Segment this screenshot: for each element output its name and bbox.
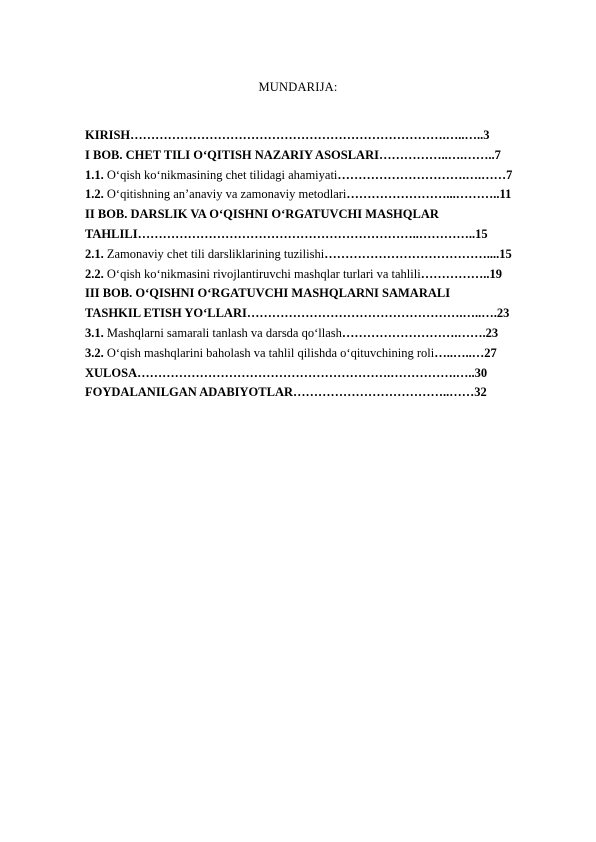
toc-entry — [85, 383, 555, 403]
toc-entry-page: 11 — [499, 187, 512, 202]
toc-entry-number: 1.1. — [85, 167, 104, 182]
toc-entry-title: KIRISH — [85, 128, 131, 142]
toc-entry-leader: ………………………………………………………………….…..….. — [130, 128, 484, 142]
toc-entry-title: TASHKIL ETISH YO‘LLARI — [85, 306, 247, 321]
toc-entry-title: O‘qish ko‘nikmasini rivojlantiruvchi mashqlar turlari va tahlili — [106, 266, 421, 281]
toc-entry — [85, 324, 555, 344]
toc-entry-title: FOYDALANILGAN ADABIYOTLAR — [85, 385, 294, 400]
toc-entry-page: 23 — [496, 306, 510, 321]
toc-entry-leader: ……………………….……. — [341, 325, 486, 340]
toc-entry-number: 2.2. — [85, 266, 104, 281]
toc-entry-leader: …………………………………………………………..………….. — [137, 226, 476, 241]
toc-entry-leader: …………………………………………….…..…. — [246, 306, 497, 321]
toc-entry-leader: ……………..….…….. — [378, 147, 495, 162]
toc-entry-title: I BOB. CHET TILI O‘QITISH NAZARIY ASOSLARI — [85, 147, 379, 162]
toc-entry — [85, 245, 555, 265]
toc-title: MUNDARIJA: — [258, 80, 338, 94]
toc-entry-number: 3.1. — [85, 325, 104, 340]
toc-entry — [85, 166, 555, 186]
toc-entry-title: XULOSA — [85, 365, 138, 380]
toc-entry-page: 27 — [484, 345, 497, 360]
toc-entry-page: 15 — [499, 246, 512, 261]
toc-entry-title: Mashqlarni samarali tanlash va darsda qo‘llash — [106, 325, 342, 340]
table-of-contents — [85, 126, 555, 403]
toc-entry-page: 7 — [506, 167, 513, 182]
toc-entry-leader: …..…..… — [434, 345, 485, 360]
toc-entry-leader: ………………………….….…… — [337, 167, 507, 182]
toc-entry-page: 15 — [475, 226, 488, 241]
toc-entry-page: 30 — [474, 365, 488, 380]
toc-entry — [85, 304, 555, 324]
toc-entry — [85, 364, 555, 384]
toc-entry-page: 32 — [474, 385, 487, 400]
toc-entry — [85, 126, 555, 146]
toc-entry — [85, 205, 555, 225]
toc-entry — [85, 146, 555, 166]
toc-entry-page: 19 — [489, 266, 502, 281]
toc-entry-number: 3.2. — [85, 345, 104, 360]
toc-entry — [85, 284, 555, 304]
toc-entry-leader: …………………………………………………….…………….….. — [137, 365, 475, 380]
toc-entry-title: TAHLILI — [85, 226, 138, 241]
toc-entry-page: 23 — [485, 325, 499, 340]
toc-entry-number: 1.2. — [85, 187, 104, 202]
toc-entry — [85, 265, 555, 285]
toc-entry-title: III BOB. O‘QISHNI O‘RGATUVCHI MASHQLARNI SAMARALI — [85, 286, 451, 301]
toc-entry-title: O‘qish ko‘nikmasining chet tilidagi ahamiyati — [106, 167, 338, 182]
toc-entry-title: Zamonaviy chet tili darsliklarining tuzilishi — [106, 246, 325, 261]
toc-entry-leader: ……………………...……….. — [346, 187, 500, 202]
toc-entry-title: O‘qitishning an’anaviy va zamonaviy metodlari — [106, 187, 347, 202]
toc-entry — [85, 344, 555, 364]
toc-entry-leader: ………………………………..…… — [293, 385, 475, 400]
toc-entry — [85, 225, 555, 245]
toc-entry-page: 3 — [483, 128, 490, 142]
toc-entry — [85, 185, 555, 205]
toc-entry-title: II BOB. DARSLIK VA O‘QISHNI O‘RGATUVCHI MASHQLAR — [85, 207, 439, 222]
toc-entry-leader: ………………………………….... — [324, 246, 500, 261]
toc-entry-page: 7 — [494, 147, 501, 162]
toc-entry-leader: …………….. — [420, 266, 490, 281]
toc-entry-title: O‘qish mashqlarini baholash va tahlil qilishda o‘qituvchining roli — [106, 345, 435, 360]
toc-entry-number: 2.1. — [85, 246, 104, 261]
